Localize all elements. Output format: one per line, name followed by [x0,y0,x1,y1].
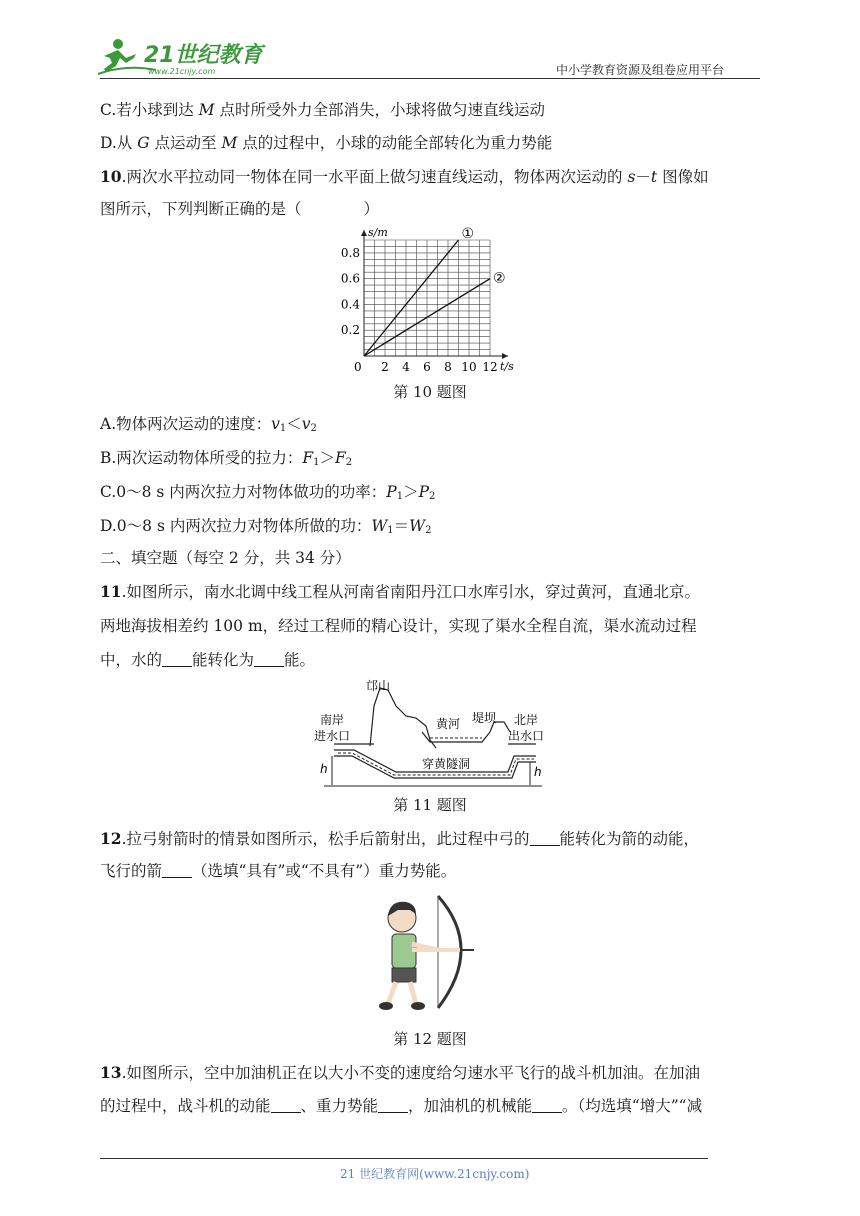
site-logo[interactable] [96,36,266,78]
q12-line1: 12.拉弓射箭时的情景如图所示，松手后箭射出，此过程中弓的 能转化为箭的动能， [100,829,700,848]
q13-line1: 13.如图所示，空中加油机正在以大小不变的速度给匀速水平飞行的战斗机加油。在加油 [100,1063,701,1082]
origin-label: 0 [354,360,362,374]
svg-text:h: h [320,762,328,776]
q13-blank-2[interactable] [378,1098,408,1113]
q10-number: 10 [100,167,122,186]
q13-blank-3[interactable] [532,1098,562,1113]
x-tick-label: 10 [461,360,477,374]
y-tick-label: 0.4 [340,297,360,312]
q13-blank-1[interactable] [271,1098,301,1113]
y-axis-label: s/m [368,226,388,239]
q10-stem-line1: 10.两次水平拉动同一物体在同一水平面上做匀速直线运动，物体两次运动的 s－t 图像如 [100,167,709,186]
label-dam: 堤坝 [472,711,497,725]
q9-option-c: C.若小球到达 M 点时所受外力全部消失，小球将做匀速直线运动 [100,101,545,119]
label-yellow-river: 黄河 [436,717,461,731]
label-outlet: 出水口 [508,729,545,743]
series-label-1: ① [461,226,475,242]
archer-illustration [376,888,486,1018]
x-axis-arrow [502,353,508,359]
y-tick-label: 0.6 [340,271,360,286]
x-tick-label: 6 [423,360,431,374]
y-tick-label: 0.2 [340,323,360,338]
x-axis-label: t/s [500,360,514,373]
header-platform-text: 中小学教育资源及组卷应用平台 [556,63,725,77]
x-tick-label: 2 [381,360,389,374]
q11-caption: 第 11 题图 [393,796,467,814]
x-tick-label: 12 [482,360,498,374]
q12-caption: 第 12 题图 [393,1030,467,1048]
q10-option-a: A.物体两次运动的速度：$v_1<v_2$ [100,415,317,434]
svg-text:h: h [534,765,542,779]
q9-option-d: D.从 G 点运动至 M 点的过程中，小球的动能全部转化为重力势能 [100,134,553,152]
series-label-2: ② [493,270,506,287]
header-rule [100,78,760,79]
label-mangshan: 邙山 [366,679,391,693]
logo-text: 21世纪教育 [144,43,263,68]
logo-url: www.21cnjy.com [148,67,216,76]
q12-blank-1[interactable] [530,831,560,846]
label-south-bank: 南岸 [320,713,345,727]
y-axis-arrow [361,230,367,236]
label-inlet: 进水口 [314,729,351,743]
y-tick-label: 0.8 [340,245,360,260]
q13-line2: 的过程中，战斗机的动能 、重力势能 ，加油机的机械能 。（均选填“增大”“减 [100,1097,703,1115]
x-tick-label: 4 [402,360,410,374]
q10-caption: 第 10 题图 [393,383,467,401]
q11-line3: 中，水的 能转化为 能。 [100,651,316,669]
q10-option-b: B.两次运动物体所受的拉力：$F_1>F_2$ [100,449,353,468]
q11-tunnel-figure [312,676,552,788]
q10-stem-line2: 图所示，下列判断正确的是（ ） [100,200,380,218]
q10-st-chart [330,226,530,376]
footer-site-link[interactable]: 21 世纪教育网(www.21cnjy.com) [340,1167,530,1181]
q11-line2: 两地海拔相差约 100 m，经过工程师的精心设计，实现了渠水全程自流，渠水流动过程 [100,617,697,635]
q11-blank-1[interactable] [162,652,192,667]
q11-blank-2[interactable] [254,652,284,667]
label-tunnel: 穿黄隧洞 [422,757,471,771]
q11-line1: 11.如图所示，南水北调中线工程从河南省南阳丹江口水库引水，穿过黄河，直通北京。 [100,582,701,601]
q10-option-d: D.0～8 s 内两次拉力对物体所做的功：$W_1=W_2$ [100,517,432,536]
footer-rule [100,1158,708,1159]
q12-line2: 飞行的箭 （选填“具有”或“不具有”）重力势能。 [100,862,457,880]
section-fill-in-title: 二、填空题（每空 2 分，共 34 分） [100,549,351,567]
x-tick-label: 8 [444,360,452,374]
q10-option-c: C.0～8 s 内两次拉力对物体做功的功率：$P_1>P_2$ [100,483,436,502]
q12-blank-2[interactable] [162,863,192,878]
label-north-bank: 北岸 [514,713,539,727]
